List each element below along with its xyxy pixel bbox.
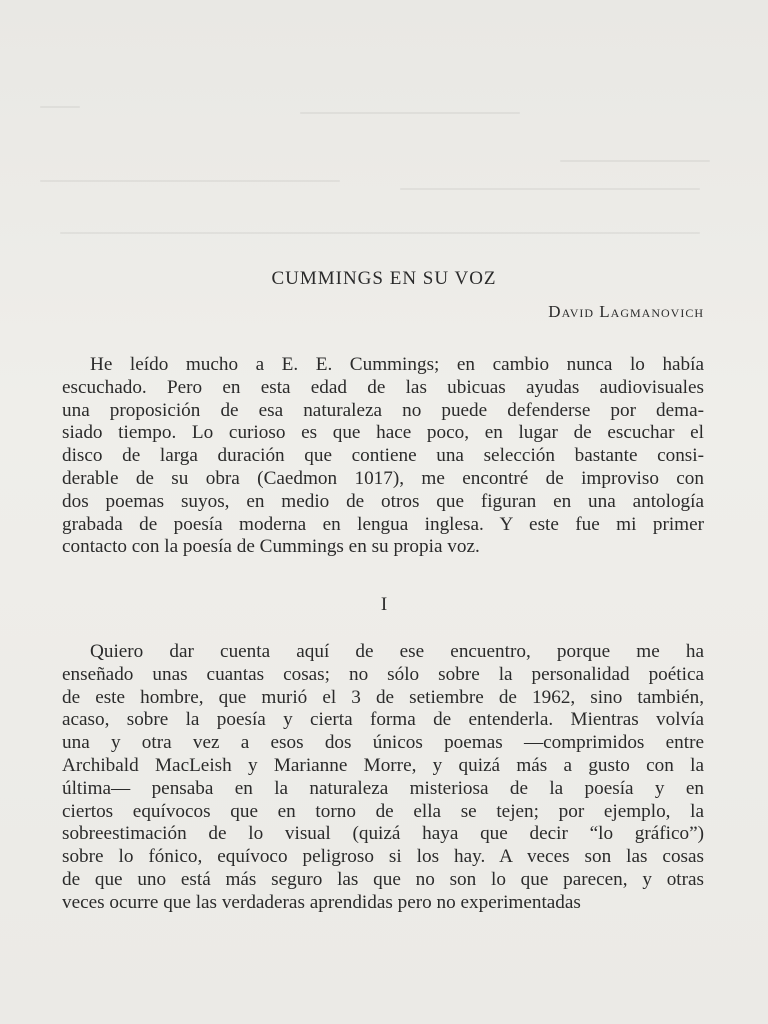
text-line: Archibald MacLeish y Marianne Morre, y quizá más a gusto con la [62,754,704,776]
bleed-through-mark [60,232,700,234]
paragraph-intro [62,354,704,559]
text-line: una y otra vez a esos dos únicos poemas —comprimidos entre [62,732,704,754]
text-line: grabada de poesía moderna en lengua inglesa. Y este fue mi primer [62,513,704,535]
text-line: última— pensaba en la naturaleza misteriosa de la poesía y en [62,777,704,799]
text-line: sobreestimación de lo visual (quizá haya que decir “lo gráfico”) [62,823,704,845]
text-line: escuchado. Pero en esta edad de las ubicuas ayudas audiovisuales [62,376,704,398]
text-line: acaso, sobre la poesía y cierta forma de entenderla. Mientras volvía [62,709,704,731]
bleed-through-mark [560,160,710,162]
text-line: sobre lo fónico, equívoco peligroso si los hay. A veces son las cosas [62,846,704,868]
text-line: derable de su obra (Caedmon 1017), me encontré de improviso con [62,467,704,489]
article-author: David Lagmanovich [548,302,704,321]
article-title: CUMMINGS EN SU VOZ [271,268,497,289]
text-line: contacto con la poesía de Cummings en su propia voz. [62,536,480,558]
text-line: dos poemas suyos, en medio de otros que figuran en una antología [62,490,704,512]
text-line: disco de larga duración que contiene una selección bastante consi- [62,445,704,467]
text-line: siado tiempo. Lo curioso es que hace poco, en lugar de escuchar el [62,422,704,444]
text-line: enseñado unas cuantas cosas; no sólo sobre la personalidad poética [62,663,704,685]
bleed-through-mark [300,112,520,114]
bleed-through-mark [40,180,340,182]
text-line: He leído mucho a E. E. Cummings; en cambio nunca lo había [90,354,704,375]
bleed-through-mark [40,106,80,108]
text-line: de este hombre, que murió el 3 de setiembre de 1962, sino también, [62,686,704,708]
section-number: I [380,594,388,615]
text-line: una proposición de esa naturaleza no puede defenderse por dema- [62,399,704,421]
text-line: veces ocurre que las verdaderas aprendidas pero no experimentadas [62,891,581,913]
bleed-through-mark [400,188,700,190]
text-line: ciertos equívocos que en torno de ella se tejen; por ejemplo, la [62,800,704,822]
text-line: Quiero dar cuenta aquí de ese encuentro, porque me ha [90,641,704,662]
paragraph-section-one [62,641,704,915]
text-line: de que uno está más seguro las que no son lo que parecen, y otras [62,868,704,890]
